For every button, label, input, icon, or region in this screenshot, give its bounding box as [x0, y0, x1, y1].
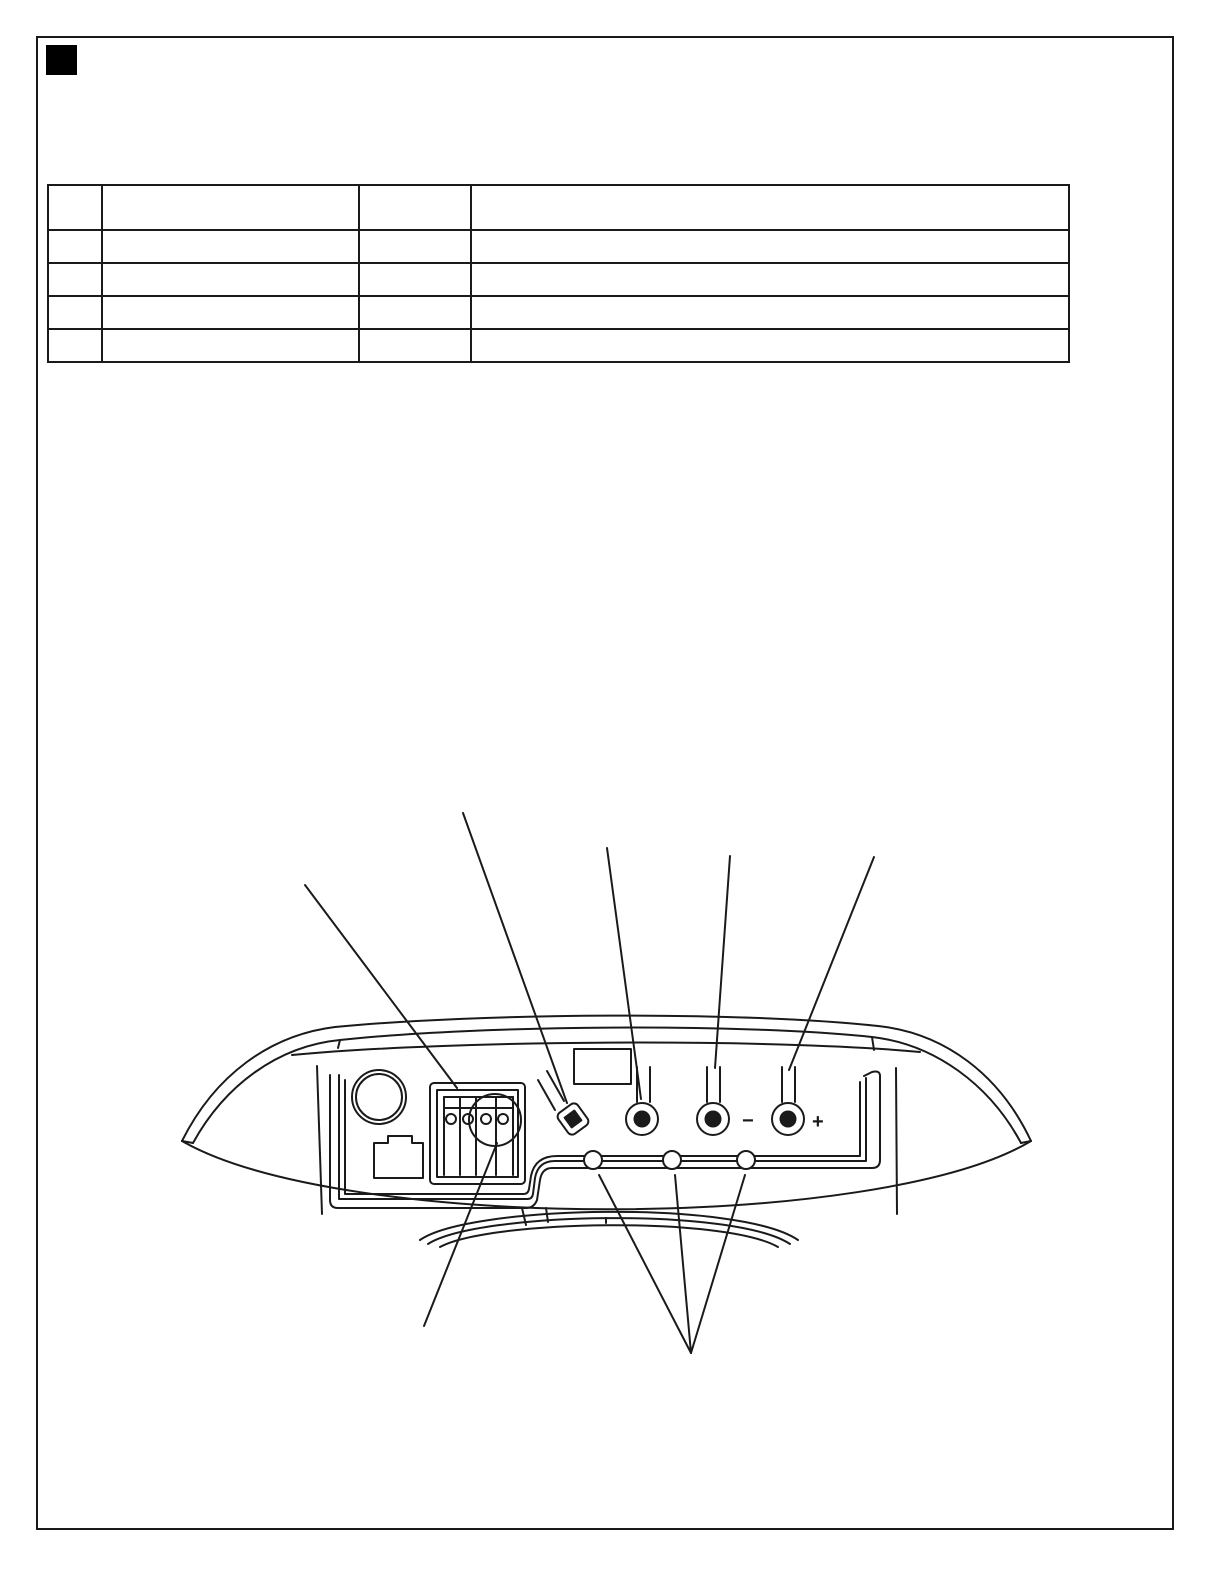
adjust-button [556, 1101, 591, 1136]
indicator-light-2 [663, 1151, 681, 1169]
speaker-lip [420, 1212, 798, 1247]
leader-line-jack-2 [715, 856, 730, 1068]
panel-recess [292, 1043, 920, 1225]
housing-outline [182, 1016, 1031, 1210]
jack-3-plus [772, 1067, 804, 1135]
leader-line-terminal-block [305, 885, 457, 1088]
minus-symbol: − [742, 1110, 754, 1132]
plus-symbol: + [812, 1111, 824, 1133]
adjust-button-reference-line [538, 1080, 555, 1110]
jack-2-minus [697, 1067, 729, 1135]
leader-line-indicator-3 [691, 1175, 745, 1353]
leader-line-jack-3 [789, 857, 874, 1070]
round-knob [352, 1070, 406, 1124]
indicator-light-1 [584, 1151, 602, 1169]
modular-jack [374, 1136, 423, 1178]
rectangular-opening [574, 1049, 631, 1084]
leader-line-adjust-button [463, 813, 567, 1103]
indicator-light-3 [737, 1151, 755, 1169]
leader-line-jack-1 [607, 848, 641, 1099]
